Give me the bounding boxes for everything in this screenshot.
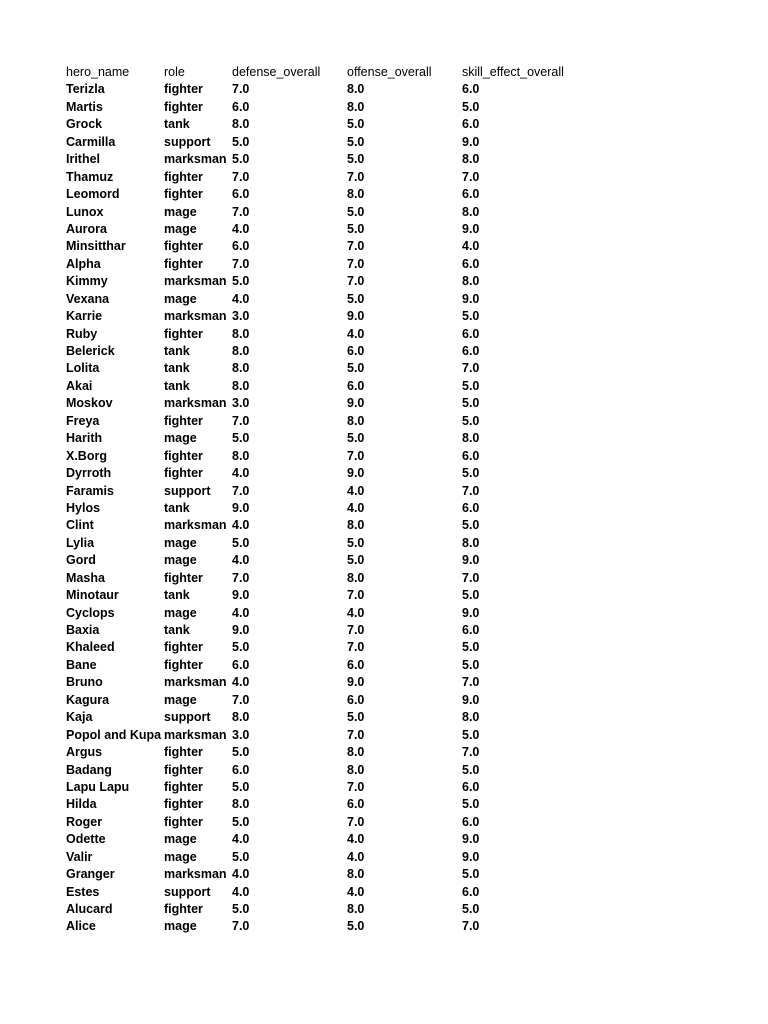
cell-hero-name: Baxia [66, 623, 100, 637]
cell-role: fighter [164, 570, 203, 585]
cell-hero-name: Aurora [66, 221, 107, 236]
cell-offense-overall: 8.0 [347, 187, 365, 202]
cell-role: fighter [164, 466, 203, 481]
cell-defense-overall: 8.0 [232, 117, 250, 132]
cell-hero-name: X.Borg [66, 448, 107, 463]
cell-offense-overall: 7.0 [347, 779, 365, 794]
cell-role: tank [164, 588, 190, 603]
cell-skill-effect-overall: 7.0 [462, 675, 480, 690]
cell-defense-overall: 7.0 [232, 692, 250, 707]
cell-defense-overall: 8.0 [232, 344, 250, 358]
cell-offense-overall: 6.0 [347, 692, 365, 707]
cell-skill-effect-overall: 9.0 [462, 221, 480, 236]
cell-defense-overall: 8.0 [232, 361, 250, 376]
cell-hero-name: Leomord [66, 187, 120, 202]
cell-offense-overall: 5.0 [347, 535, 365, 550]
cell-offense-overall: 5.0 [347, 117, 365, 132]
cell-skill-effect-overall: 5.0 [462, 727, 480, 742]
cell-hero-name: Gord [66, 553, 96, 568]
cell-hero-name: Hilda [66, 797, 97, 812]
cell-skill-effect-overall: 9.0 [462, 832, 480, 847]
cell-offense-overall: 7.0 [347, 623, 365, 637]
cell-defense-overall: 6.0 [232, 657, 250, 672]
cell-role: fighter [164, 814, 203, 829]
cell-offense-overall: 8.0 [347, 902, 365, 916]
cell-offense-overall: 7.0 [347, 727, 365, 742]
cell-offense-overall: 8.0 [347, 413, 365, 428]
cell-role: mage [164, 832, 197, 847]
cell-defense-overall: 5.0 [232, 849, 250, 864]
cell-role: marksman [164, 309, 227, 324]
cell-defense-overall: 9.0 [232, 588, 250, 603]
cell-defense-overall: 4.0 [232, 867, 250, 882]
cell-skill-effect-overall: 5.0 [462, 640, 480, 655]
cell-role: fighter [164, 797, 203, 812]
cell-hero-name: Bruno [66, 675, 103, 690]
cell-role: mage [164, 291, 197, 306]
cell-defense-overall: 9.0 [232, 500, 250, 515]
cell-offense-overall: 7.0 [347, 588, 365, 603]
cell-offense-overall: 7.0 [347, 274, 365, 289]
cell-skill-effect-overall: 6.0 [462, 256, 480, 271]
cell-skill-effect-overall: 6.0 [462, 344, 480, 358]
cell-skill-effect-overall: 9.0 [462, 291, 480, 306]
cell-offense-overall: 7.0 [347, 256, 365, 271]
cell-role: mage [164, 204, 197, 219]
cell-offense-overall: 5.0 [347, 553, 365, 568]
cell-hero-name: Akai [66, 378, 93, 393]
cell-skill-effect-overall: 5.0 [462, 657, 480, 672]
cell-hero-name: Carmilla [66, 134, 116, 149]
cell-defense-overall: 8.0 [232, 378, 250, 393]
cell-offense-overall: 7.0 [347, 169, 365, 184]
cell-skill-effect-overall: 5.0 [462, 588, 480, 603]
cell-role: marksman [164, 396, 227, 411]
header-skill-effect-overall: skill_effect_overall [462, 65, 564, 79]
cell-offense-overall: 5.0 [347, 431, 365, 446]
cell-hero-name: Alucard [66, 902, 113, 916]
cell-defense-overall: 6.0 [232, 239, 250, 254]
cell-offense-overall: 8.0 [347, 570, 365, 585]
cell-role: fighter [164, 99, 203, 114]
cell-hero-name: Vexana [66, 291, 110, 306]
cell-hero-name: Alpha [66, 256, 101, 271]
cell-role: fighter [164, 779, 203, 794]
cell-skill-effect-overall: 5.0 [462, 466, 480, 481]
cell-offense-overall: 4.0 [347, 326, 365, 341]
cell-defense-overall: 7.0 [232, 82, 250, 97]
cell-role: marksman [164, 274, 227, 289]
cell-offense-overall: 8.0 [347, 867, 365, 882]
cell-offense-overall: 4.0 [347, 605, 365, 620]
cell-hero-name: Clint [66, 518, 94, 533]
cell-defense-overall: 4.0 [232, 832, 250, 847]
cell-hero-name: Belerick [66, 344, 115, 358]
cell-skill-effect-overall: 9.0 [462, 134, 480, 149]
cell-offense-overall: 7.0 [347, 239, 365, 254]
cell-defense-overall: 7.0 [232, 413, 250, 428]
cell-hero-name: Irithel [66, 152, 101, 167]
cell-offense-overall: 4.0 [347, 500, 365, 515]
cell-skill-effect-overall: 8.0 [462, 431, 480, 446]
cell-hero-name: Lylia [66, 535, 95, 550]
cell-offense-overall: 5.0 [347, 919, 365, 934]
cell-offense-overall: 6.0 [347, 344, 365, 358]
cell-role: mage [164, 849, 197, 864]
cell-hero-name: Karrie [66, 309, 103, 324]
cell-defense-overall: 5.0 [232, 814, 250, 829]
cell-skill-effect-overall: 8.0 [462, 204, 480, 219]
cell-role: fighter [164, 448, 203, 463]
cell-hero-name: Kagura [66, 692, 110, 707]
cell-offense-overall: 8.0 [347, 518, 365, 533]
header-offense-overall: offense_overall [347, 65, 432, 79]
cell-defense-overall: 8.0 [232, 797, 250, 812]
cell-role: support [164, 710, 211, 725]
cell-hero-name: Freya [66, 413, 100, 428]
cell-skill-effect-overall: 8.0 [462, 710, 480, 725]
cell-skill-effect-overall: 6.0 [462, 117, 480, 132]
cell-defense-overall: 4.0 [232, 553, 250, 568]
cell-hero-name: Lunox [66, 204, 104, 219]
header-hero-name: hero_name [66, 65, 130, 79]
cell-hero-name: Khaleed [66, 640, 115, 655]
cell-skill-effect-overall: 6.0 [462, 779, 480, 794]
cell-role: support [164, 483, 211, 498]
cell-role: support [164, 134, 211, 149]
cell-defense-overall: 8.0 [232, 710, 250, 725]
cell-offense-overall: 4.0 [347, 483, 365, 498]
cell-hero-name: Granger [66, 867, 115, 882]
cell-defense-overall: 7.0 [232, 256, 250, 271]
cell-role: fighter [164, 657, 203, 672]
cell-defense-overall: 6.0 [232, 762, 250, 777]
cell-offense-overall: 4.0 [347, 849, 365, 864]
cell-role: tank [164, 623, 190, 637]
cell-role: tank [164, 344, 190, 358]
cell-role: fighter [164, 169, 203, 184]
cell-offense-overall: 5.0 [347, 134, 365, 149]
cell-role: mage [164, 605, 197, 620]
cell-skill-effect-overall: 6.0 [462, 82, 480, 97]
cell-offense-overall: 4.0 [347, 832, 365, 847]
cell-role: fighter [164, 326, 203, 341]
cell-hero-name: Roger [66, 814, 103, 829]
cell-hero-name: Estes [66, 884, 100, 899]
cell-offense-overall: 9.0 [347, 675, 365, 690]
cell-skill-effect-overall: 7.0 [462, 361, 480, 376]
cell-skill-effect-overall: 6.0 [462, 623, 480, 637]
cell-defense-overall: 7.0 [232, 919, 250, 934]
cell-defense-overall: 4.0 [232, 884, 250, 899]
cell-offense-overall: 6.0 [347, 797, 365, 812]
cell-hero-name: Argus [66, 745, 103, 760]
cell-offense-overall: 8.0 [347, 762, 365, 777]
cell-skill-effect-overall: 7.0 [462, 919, 480, 934]
cell-offense-overall: 9.0 [347, 309, 365, 324]
cell-defense-overall: 5.0 [232, 902, 250, 916]
cell-skill-effect-overall: 8.0 [462, 152, 480, 167]
cell-defense-overall: 4.0 [232, 221, 250, 236]
header-defense-overall: defense_overall [232, 65, 321, 79]
cell-skill-effect-overall: 6.0 [462, 187, 480, 202]
cell-skill-effect-overall: 6.0 [462, 884, 480, 899]
cell-hero-name: Odette [66, 832, 106, 847]
cell-skill-effect-overall: 5.0 [462, 396, 480, 411]
cell-defense-overall: 3.0 [232, 396, 250, 411]
cell-hero-name: Terizla [66, 82, 105, 97]
cell-skill-effect-overall: 5.0 [462, 867, 480, 882]
cell-defense-overall: 4.0 [232, 605, 250, 620]
cell-skill-effect-overall: 5.0 [462, 797, 480, 812]
cell-defense-overall: 5.0 [232, 152, 250, 167]
cell-hero-name: Ruby [66, 326, 98, 341]
cell-role: fighter [164, 413, 203, 428]
cell-hero-name: Hylos [66, 500, 101, 515]
cell-hero-name: Lolita [66, 361, 100, 376]
cell-role: marksman [164, 867, 227, 882]
cell-hero-name: Alice [66, 919, 96, 934]
cell-defense-overall: 5.0 [232, 431, 250, 446]
cell-hero-name: Grock [66, 117, 103, 132]
cell-hero-name: Badang [66, 762, 112, 777]
cell-offense-overall: 5.0 [347, 221, 365, 236]
cell-skill-effect-overall: 5.0 [462, 902, 480, 916]
cell-hero-name: Thamuz [66, 169, 114, 184]
cell-defense-overall: 5.0 [232, 745, 250, 760]
cell-role: fighter [164, 256, 203, 271]
cell-hero-name: Bane [66, 657, 97, 672]
cell-hero-name: Valir [66, 849, 93, 864]
cell-defense-overall: 4.0 [232, 675, 250, 690]
cell-offense-overall: 7.0 [347, 640, 365, 655]
cell-defense-overall: 5.0 [232, 779, 250, 794]
cell-defense-overall: 7.0 [232, 204, 250, 219]
cell-skill-effect-overall: 6.0 [462, 500, 480, 515]
cell-skill-effect-overall: 4.0 [462, 239, 480, 254]
cell-skill-effect-overall: 8.0 [462, 274, 480, 289]
cell-role: marksman [164, 727, 227, 742]
cell-role: fighter [164, 762, 203, 777]
cell-skill-effect-overall: 6.0 [462, 448, 480, 463]
cell-role: fighter [164, 82, 203, 97]
cell-skill-effect-overall: 8.0 [462, 535, 480, 550]
cell-skill-effect-overall: 9.0 [462, 849, 480, 864]
cell-hero-name: Masha [66, 570, 105, 585]
cell-defense-overall: 4.0 [232, 466, 250, 481]
cell-hero-name: Dyrroth [66, 466, 112, 481]
cell-hero-name: Popol and Kupa [66, 727, 162, 742]
cell-skill-effect-overall: 5.0 [462, 378, 480, 393]
cell-defense-overall: 7.0 [232, 169, 250, 184]
cell-role: tank [164, 361, 190, 376]
cell-offense-overall: 8.0 [347, 99, 365, 114]
cell-offense-overall: 5.0 [347, 204, 365, 219]
cell-skill-effect-overall: 9.0 [462, 605, 480, 620]
cell-role: support [164, 884, 211, 899]
cell-offense-overall: 8.0 [347, 82, 365, 97]
cell-hero-name: Harith [66, 431, 103, 446]
cell-defense-overall: 6.0 [232, 99, 250, 114]
cell-hero-name: Lapu Lapu [66, 779, 130, 794]
cell-defense-overall: 8.0 [232, 448, 250, 463]
cell-skill-effect-overall: 5.0 [462, 518, 480, 533]
cell-offense-overall: 6.0 [347, 378, 365, 393]
cell-defense-overall: 6.0 [232, 187, 250, 202]
cell-role: mage [164, 535, 197, 550]
cell-hero-name: Cyclops [66, 605, 115, 620]
cell-offense-overall: 7.0 [347, 814, 365, 829]
cell-offense-overall: 5.0 [347, 291, 365, 306]
cell-defense-overall: 7.0 [232, 483, 250, 498]
cell-role: marksman [164, 675, 227, 690]
cell-offense-overall: 5.0 [347, 361, 365, 376]
cell-defense-overall: 9.0 [232, 623, 250, 637]
cell-role: marksman [164, 518, 227, 533]
cell-offense-overall: 5.0 [347, 152, 365, 167]
cell-role: tank [164, 117, 190, 132]
cell-skill-effect-overall: 7.0 [462, 745, 480, 760]
cell-skill-effect-overall: 7.0 [462, 169, 480, 184]
cell-defense-overall: 8.0 [232, 326, 250, 341]
cell-hero-name: Minsitthar [66, 239, 126, 254]
cell-offense-overall: 9.0 [347, 396, 365, 411]
cell-skill-effect-overall: 6.0 [462, 814, 480, 829]
cell-skill-effect-overall: 6.0 [462, 326, 480, 341]
cell-role: marksman [164, 152, 227, 167]
cell-role: tank [164, 378, 190, 393]
cell-skill-effect-overall: 7.0 [462, 483, 480, 498]
cell-role: fighter [164, 187, 203, 202]
cell-offense-overall: 4.0 [347, 884, 365, 899]
cell-hero-name: Minotaur [66, 588, 119, 603]
cell-role: fighter [164, 640, 203, 655]
header-role: role [164, 65, 185, 79]
cell-skill-effect-overall: 9.0 [462, 692, 480, 707]
cell-defense-overall: 5.0 [232, 274, 250, 289]
cell-defense-overall: 3.0 [232, 727, 250, 742]
cell-role: mage [164, 692, 197, 707]
cell-skill-effect-overall: 9.0 [462, 553, 480, 568]
cell-defense-overall: 7.0 [232, 570, 250, 585]
cell-defense-overall: 5.0 [232, 134, 250, 149]
cell-role: mage [164, 221, 197, 236]
cell-role: mage [164, 553, 197, 568]
cell-defense-overall: 5.0 [232, 535, 250, 550]
cell-offense-overall: 9.0 [347, 466, 365, 481]
cell-offense-overall: 7.0 [347, 448, 365, 463]
cell-skill-effect-overall: 5.0 [462, 762, 480, 777]
cell-role: mage [164, 431, 197, 446]
cell-role: mage [164, 919, 197, 934]
cell-skill-effect-overall: 5.0 [462, 413, 480, 428]
cell-defense-overall: 3.0 [232, 309, 250, 324]
cell-hero-name: Moskov [66, 396, 113, 411]
cell-offense-overall: 8.0 [347, 745, 365, 760]
cell-hero-name: Martis [66, 99, 103, 114]
cell-hero-name: Faramis [66, 483, 114, 498]
cell-role: fighter [164, 239, 203, 254]
cell-skill-effect-overall: 5.0 [462, 99, 480, 114]
cell-hero-name: Kaja [66, 710, 93, 725]
cell-defense-overall: 4.0 [232, 518, 250, 533]
cell-hero-name: Kimmy [66, 274, 108, 289]
cell-role: fighter [164, 745, 203, 760]
cell-skill-effect-overall: 7.0 [462, 570, 480, 585]
cell-offense-overall: 5.0 [347, 710, 365, 725]
cell-skill-effect-overall: 5.0 [462, 309, 480, 324]
cell-offense-overall: 6.0 [347, 657, 365, 672]
cell-role: tank [164, 500, 190, 515]
cell-defense-overall: 4.0 [232, 291, 250, 306]
cell-role: fighter [164, 902, 203, 916]
cell-defense-overall: 5.0 [232, 640, 250, 655]
